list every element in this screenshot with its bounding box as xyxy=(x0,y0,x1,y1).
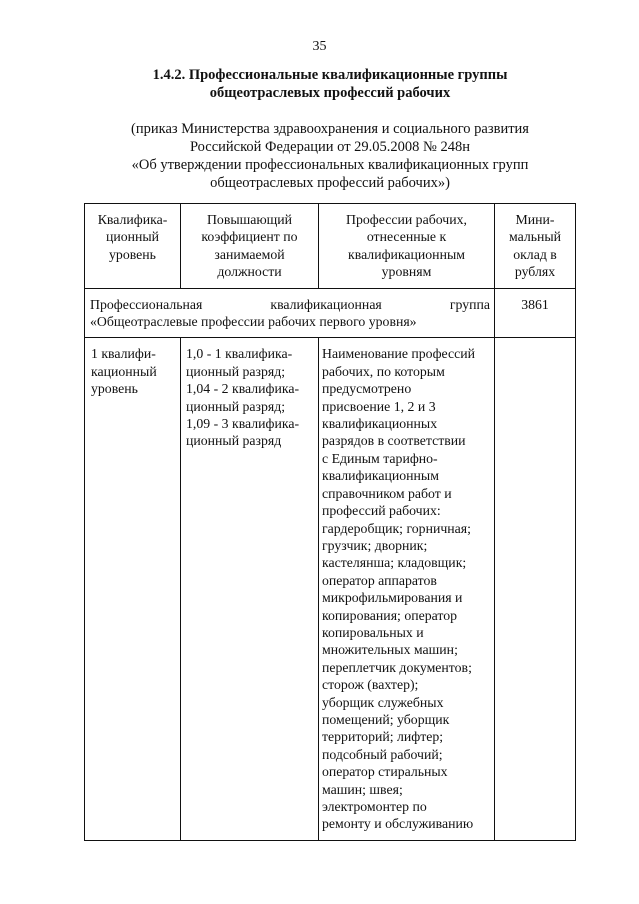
header-line: уровень xyxy=(109,246,156,262)
header-line: коэффициент по xyxy=(201,229,298,245)
profession-line: квалификационных xyxy=(322,416,438,432)
professions-cell xyxy=(319,338,495,840)
header-coefficient xyxy=(181,204,319,289)
salary-empty-cell xyxy=(495,338,576,840)
reference-line: общеотраслевых профессий рабочих») xyxy=(210,175,450,191)
coefficient-line: ционный разряд; xyxy=(186,363,286,379)
coefficient-line: ционный разряд; xyxy=(186,398,286,414)
profession-line: справочником работ и xyxy=(322,485,452,501)
coefficient-line: ционный разряд xyxy=(186,433,282,449)
group-row xyxy=(85,288,576,338)
page-number: 35 xyxy=(312,39,327,54)
reference-line: Российской Федерации от 29.05.2008 № 248н xyxy=(189,139,471,155)
group-word: группа xyxy=(449,296,490,312)
header-line: квалификационным xyxy=(348,246,465,262)
group-name-cell xyxy=(85,288,495,338)
level-line: уровень xyxy=(91,381,138,397)
profession-line: оператор стиральных xyxy=(322,764,448,780)
header-line: занимаемой xyxy=(214,246,285,262)
header-line: должности xyxy=(217,264,282,280)
header-professions xyxy=(319,204,495,289)
order-reference xyxy=(80,120,580,192)
minimum-salary-value: 3861 xyxy=(495,288,576,338)
title-line: 1.4.2. Профессиональные квалификационные группы xyxy=(152,67,508,83)
header-line: отнесенные к xyxy=(366,229,447,245)
profession-line: микрофильмирования и xyxy=(322,590,463,606)
profession-line: профессий рабочих: xyxy=(322,503,441,519)
profession-line: гардеробщик; горничная; xyxy=(322,520,471,536)
profession-line: подсобный рабочий; xyxy=(322,746,443,762)
profession-line: грузчик; дворник; xyxy=(322,537,428,553)
group-word: квалификационная xyxy=(270,296,382,312)
reference-line: (приказ Министерства здравоохранения и социального развития xyxy=(131,121,529,137)
header-line: Профессии рабочих, xyxy=(346,212,467,227)
level-line: кационный xyxy=(91,363,157,379)
profession-line: с Единым тарифно- xyxy=(322,450,438,466)
header-qualification-level xyxy=(85,204,181,289)
profession-line: разрядов в соответствии xyxy=(322,433,466,449)
group-name-line: «Общеотраслевые профессии рабочих первого уровня» xyxy=(90,314,417,330)
header-minimum-salary xyxy=(495,204,576,289)
group-name-line xyxy=(90,296,490,313)
profession-line: кастелянша; кладовщик; xyxy=(322,555,467,571)
profession-line: Наименование профессий xyxy=(322,346,476,362)
title-line: общеотраслевых профессий рабочих xyxy=(209,85,451,101)
group-word: Профессиональная xyxy=(90,296,203,312)
profession-line: копировальных и xyxy=(322,624,424,640)
profession-line: множительных машин; xyxy=(322,642,458,658)
profession-line: переплетчик документов; xyxy=(322,659,472,675)
coefficient-line: 1,04 - 2 квалифика- xyxy=(186,381,300,397)
header-line: Повышающий xyxy=(206,212,293,227)
table-row xyxy=(85,338,576,840)
header-line: рублях xyxy=(514,264,556,280)
profession-line: уборщик служебных xyxy=(322,694,444,710)
profession-line: оператор аппаратов xyxy=(322,572,437,588)
header-line: ционный xyxy=(105,229,160,245)
profession-line: электромонтер по xyxy=(322,799,427,814)
coefficient-line: 1,0 - 1 квалифика- xyxy=(186,346,293,362)
header-line: мальный xyxy=(508,229,562,245)
header-row xyxy=(85,204,576,289)
level-line: 1 квалифи- xyxy=(91,346,156,362)
header-line: уровням xyxy=(381,264,432,280)
coefficient-cell xyxy=(181,338,319,840)
section-title xyxy=(90,66,570,102)
qualification-table xyxy=(84,203,576,841)
header-line: оклад в xyxy=(513,246,557,262)
coefficient-line: 1,09 - 3 квалифика- xyxy=(186,416,300,432)
profession-line: сторож (вахтер); xyxy=(322,677,419,693)
profession-line: ремонту и обслуживанию xyxy=(322,816,474,832)
header-line: Мини- xyxy=(515,212,555,227)
profession-line: рабочих, по которым xyxy=(322,363,445,379)
profession-line: территорий; лифтер; xyxy=(322,729,444,745)
profession-line: копирования; оператор xyxy=(322,607,458,623)
qualification-level-cell xyxy=(85,338,181,840)
profession-line: машин; швея; xyxy=(322,781,403,797)
profession-line: присвоение 1, 2 и 3 xyxy=(322,398,436,414)
profession-line: квалификационным xyxy=(322,468,439,484)
reference-line: «Об утверждении профессиональных квалификационных групп xyxy=(131,157,529,173)
header-line: Квалифика- xyxy=(97,212,168,227)
profession-line: предусмотрено xyxy=(322,381,412,397)
profession-line: помещений; уборщик xyxy=(322,711,450,727)
